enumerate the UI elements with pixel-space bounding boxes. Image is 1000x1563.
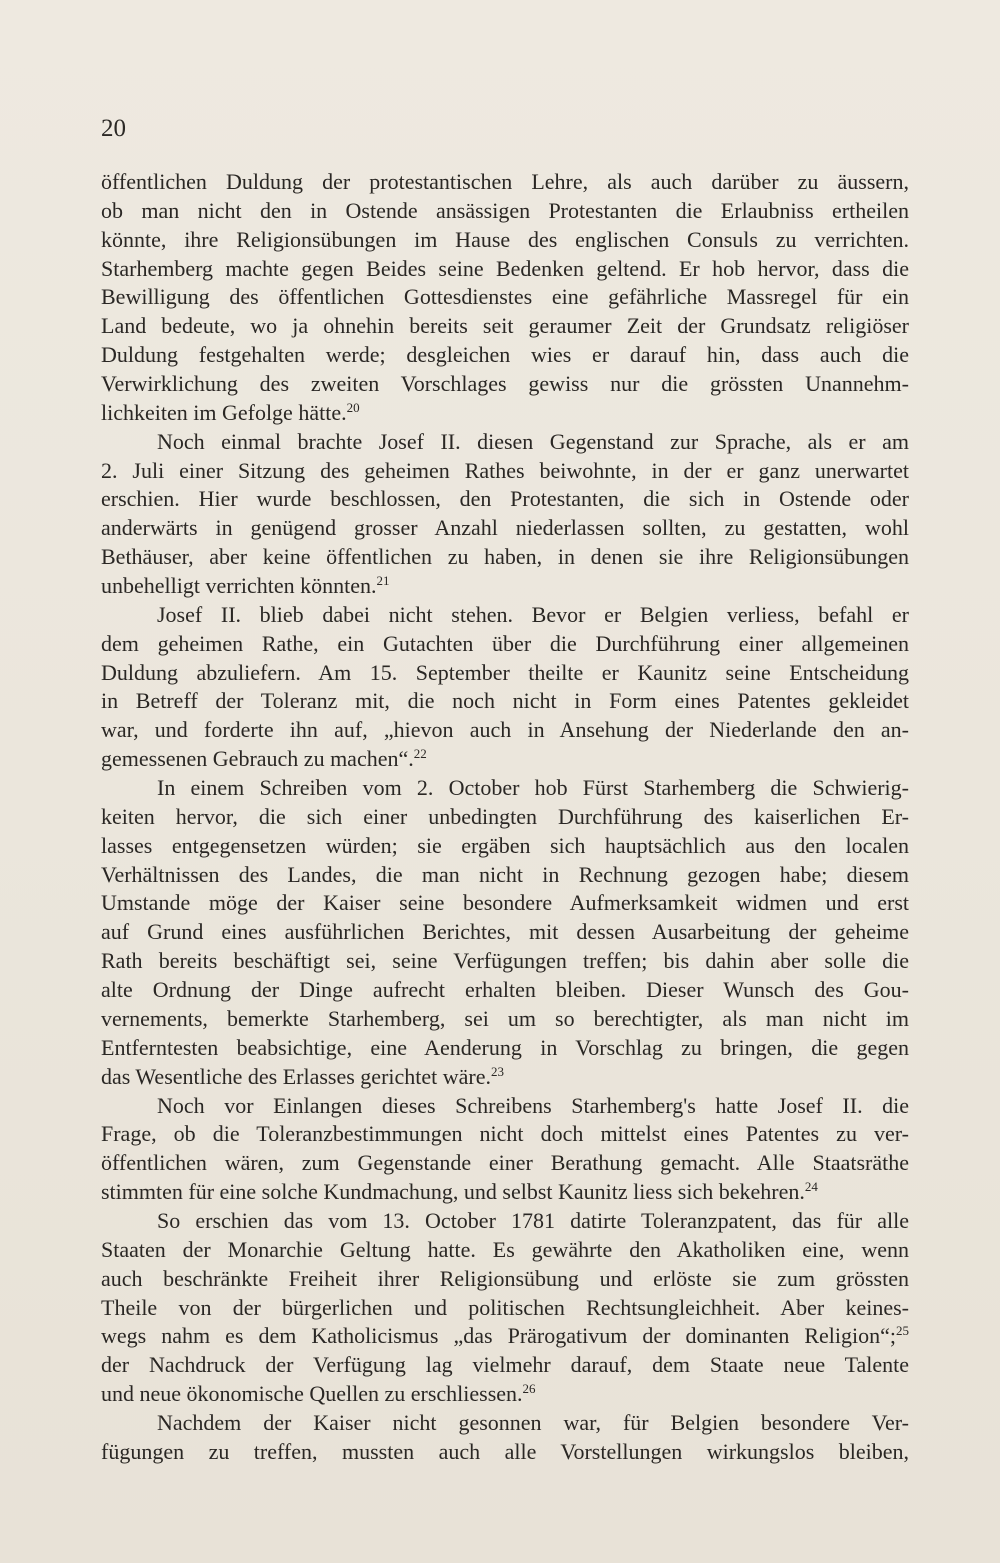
line-text: fügungen zu treffen, mussten auch alle Vorstellungen wirkungslos bleiben, — [101, 1438, 909, 1464]
text-line — [101, 341, 909, 370]
text-line — [101, 457, 909, 486]
paragraph — [101, 168, 909, 428]
line-text: Land bedeute, wo ja ohnehin bereits seit geraumer Zeit der Grundsatz religiöser — [101, 313, 909, 339]
line-text: auf Grund eines ausführlichen Berichtes, mit dessen Ausarbeitung der geheime — [101, 919, 909, 945]
line-text: lasses entgegensetzen würden; sie ergäben sich hauptsächlich aus den localen — [101, 832, 909, 858]
line-text: auch beschränkte Freiheit ihrer Religionsübung und erlöste sie zum grössten — [101, 1265, 909, 1291]
text-line — [101, 370, 909, 399]
line-text: lichkeiten im Gefolge hätte. — [101, 399, 347, 425]
line-text: Duldung festgehalten werde; desgleichen wies er darauf hin, dass auch die — [101, 342, 909, 368]
line-text: Theile von der bürgerlichen und politischen Rechtsungleichheit. Aber keines- — [101, 1294, 909, 1320]
text-line — [101, 168, 909, 197]
line-text: in Betreff der Toleranz mit, die noch nicht in Form eines Patentes gekleidet — [101, 688, 909, 714]
text-line — [101, 1351, 909, 1380]
line-text: das Wesentliche des Erlasses gerichtet wäre. — [101, 1063, 492, 1089]
line-text: keiten hervor, die sich einer unbedingten Durchführung des kaiserlichen Er- — [101, 803, 909, 829]
text-line — [101, 1438, 909, 1467]
text-line — [101, 428, 909, 457]
paragraph — [101, 1409, 909, 1467]
line-text: öffentlichen Duldung der protestantischen Lehre, als auch darüber zu äussern, — [101, 169, 909, 194]
text-line — [101, 803, 909, 832]
paragraph — [101, 774, 909, 1091]
text-line — [101, 947, 909, 976]
line-text: Bewilligung des öffentlichen Gottesdienstes eine gefährliche Massregel für ein — [101, 284, 909, 310]
text-line — [101, 312, 909, 341]
text-line — [101, 1005, 909, 1034]
footnote-marker: 25 — [896, 1323, 909, 1339]
line-text: der Nachdruck der Verfügung lag vielmehr darauf, dem Staate neue Talente — [101, 1352, 909, 1378]
line-text: Bethäuser, aber keine öffentlichen zu haben, in denen sie ihre Religionsübungen — [101, 544, 909, 570]
text-line — [101, 543, 909, 572]
paragraph — [101, 1092, 909, 1207]
text-line — [101, 1265, 909, 1294]
line-text: war, und forderte ihn auf, „hievon auch in Ansehung der Niederlande den an- — [101, 717, 909, 743]
text-line — [101, 1236, 909, 1265]
footnote-marker: 22 — [413, 746, 427, 762]
footnote-marker: 23 — [491, 1063, 505, 1079]
text-line — [101, 918, 909, 947]
line-text: alte Ordnung der Dinge aufrecht erhalten bleiben. Dieser Wunsch des Gou- — [101, 977, 909, 1003]
text-line — [101, 485, 909, 514]
paragraph — [101, 1207, 909, 1409]
text-line — [101, 1207, 909, 1236]
text-line — [101, 716, 909, 745]
text-line — [101, 976, 909, 1005]
line-text: So erschien das vom 13. October 1781 datirte Toleranzpatent, das für alle — [157, 1207, 909, 1233]
text-line — [101, 1294, 909, 1323]
text-line — [101, 889, 909, 918]
line-text: 2. Juli einer Sitzung des geheimen Rathes beiwohnte, in der er ganz unerwartet — [101, 457, 909, 483]
text-line — [101, 832, 909, 861]
paragraph — [101, 428, 909, 601]
text-line — [101, 1149, 909, 1178]
text-line — [101, 687, 909, 716]
text-line — [101, 774, 909, 803]
line-text: könnte, ihre Religionsübungen im Hause des englischen Consuls zu verrichten. — [101, 226, 909, 252]
text-line — [101, 630, 909, 659]
text-line — [101, 514, 909, 543]
line-text: Josef II. blieb dabei nicht stehen. Bevor er Belgien verliess, befahl er — [157, 601, 909, 627]
line-text: Duldung abzuliefern. Am 15. September theilte er Kaunitz seine Entscheidung — [101, 659, 909, 685]
paragraph — [101, 601, 909, 774]
footnote-marker: 24 — [804, 1179, 818, 1195]
text-line — [101, 745, 909, 774]
line-text: ob man nicht den in Ostende ansässigen Protestanten die Erlaubniss ertheilen — [101, 197, 909, 223]
text-line — [101, 1034, 909, 1063]
text-line — [101, 1120, 909, 1149]
text-line — [101, 1063, 909, 1092]
line-text: Entferntesten beabsichtige, eine Aenderung in Vorschlag zu bringen, die gegen — [101, 1034, 909, 1060]
text-line — [101, 1092, 909, 1121]
page-number: 20 — [101, 115, 126, 142]
line-text: vernements, bemerkte Starhemberg, sei um so berechtigter, als man nicht im — [101, 1005, 909, 1031]
line-text: erschien. Hier wurde beschlossen, den Protestanten, die sich in Ostende oder — [101, 486, 909, 512]
text-line — [101, 1409, 909, 1438]
text-line — [101, 399, 909, 428]
text-line — [101, 1322, 909, 1351]
line-text: Verhältnissen des Landes, die man nicht in Rechnung gezogen habe; diesem — [101, 861, 909, 887]
line-text: Noch einmal brachte Josef II. diesen Gegenstand zur Sprache, als er am — [157, 428, 909, 454]
text-line — [101, 659, 909, 688]
footnote-marker: 26 — [522, 1381, 536, 1397]
line-text: Umstande möge der Kaiser seine besondere Aufmerksamkeit widmen und erst — [101, 890, 909, 916]
text-line — [101, 1178, 909, 1207]
line-text: Starhemberg machte gegen Beides seine Bedenken geltend. Er hob hervor, dass die — [101, 255, 909, 281]
text-line — [101, 861, 909, 890]
text-line — [101, 226, 909, 255]
text-line — [101, 255, 909, 284]
line-text: öffentlichen wären, zum Gegenstande einer Berathung gemacht. Alle Staatsräthe — [101, 1150, 909, 1176]
line-text: gemessenen Gebrauch zu machen“. — [101, 746, 414, 772]
line-text: Staaten der Monarchie Geltung hatte. Es gewährte den Akatholiken eine, wenn — [101, 1236, 909, 1262]
line-text: Nachdem der Kaiser nicht gesonnen war, für Belgien besondere Ver- — [157, 1409, 909, 1435]
line-text: und neue ökonomische Quellen zu erschliessen. — [101, 1381, 523, 1407]
line-text: Rath bereits beschäftigt sei, seine Verfügungen treffen; bis dahin aber solle die — [101, 948, 909, 974]
line-text: anderwärts in genügend grosser Anzahl niederlassen sollten, zu gestatten, wohl — [101, 515, 909, 541]
text-line — [101, 283, 909, 312]
text-line — [101, 1380, 909, 1409]
line-text: unbehelligt verrichten könnten. — [101, 573, 377, 599]
footnote-marker: 20 — [346, 399, 360, 415]
line-text: Verwirklichung des zweiten Vorschlages gewiss nur die grössten Unannehm- — [101, 371, 909, 397]
line-text: In einem Schreiben vom 2. October hob Fürst Starhemberg die Schwierig- — [157, 775, 909, 801]
line-text: dem geheimen Rathe, ein Gutachten über die Durchführung einer allgemeinen — [101, 630, 909, 656]
line-text: stimmten für eine solche Kundmachung, und selbst Kaunitz liess sich bekehren. — [101, 1179, 805, 1205]
body-text — [101, 168, 909, 1467]
text-line — [101, 197, 909, 226]
line-text: wegs nahm es dem Katholicismus „das Prärogativum der dominanten Religion“; — [101, 1323, 896, 1349]
line-text: Noch vor Einlangen dieses Schreibens Starhemberg's hatte Josef II. die — [157, 1092, 909, 1118]
line-text: Frage, ob die Toleranzbestimmungen nicht doch mittelst eines Patentes zu ver- — [101, 1121, 909, 1147]
text-line — [101, 572, 909, 601]
text-line — [101, 601, 909, 630]
footnote-marker: 21 — [376, 573, 390, 589]
